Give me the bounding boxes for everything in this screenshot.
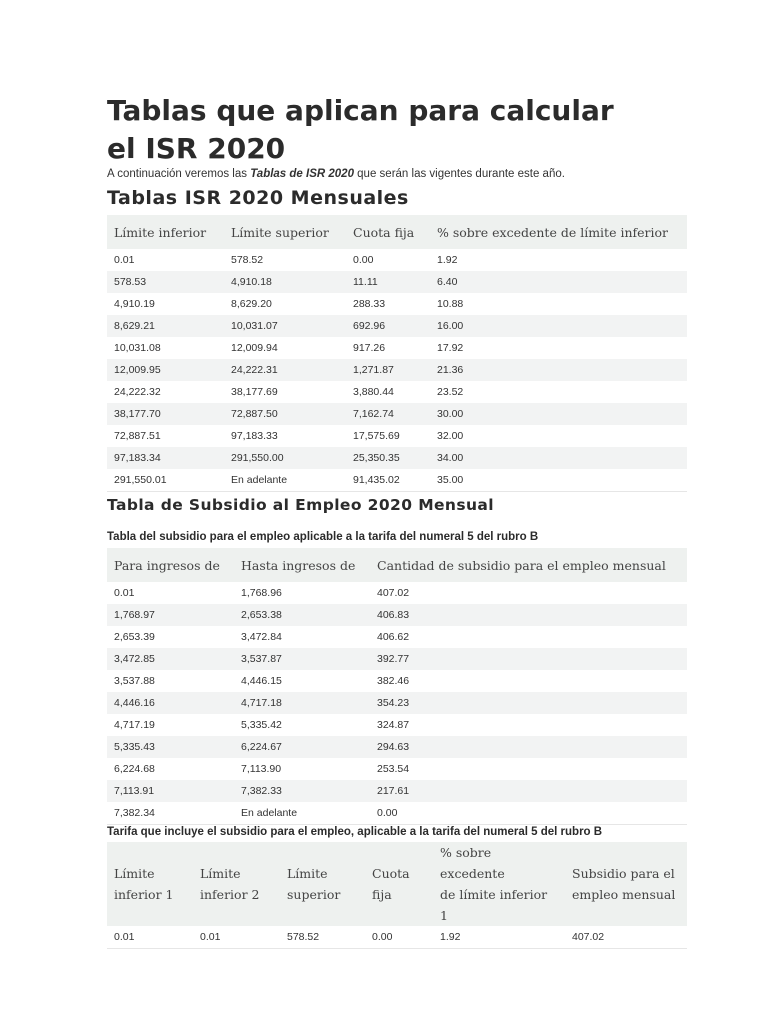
table-cell: 917.26	[353, 342, 386, 354]
table-cell: 4,717.19	[114, 719, 155, 731]
table-cell: 578.53	[107, 271, 224, 293]
column-header: Cuota fija	[365, 842, 433, 926]
table-cell: 7,382.34	[107, 802, 234, 825]
table-cell: 7,113.91	[107, 780, 234, 802]
table-row	[107, 582, 687, 604]
table-cell: 10,031.08	[114, 342, 161, 354]
column-header: Límite inferior 2	[193, 842, 280, 926]
table-header-row	[107, 548, 687, 582]
page-title: Tablas que aplican para calcular el ISR 2020	[107, 94, 614, 165]
table-row	[107, 758, 687, 780]
table-cell: 4,446.15	[241, 675, 282, 687]
isr-monthly-table	[107, 215, 687, 492]
table-row	[107, 403, 687, 425]
column-header: Para ingresos de	[107, 548, 234, 582]
column-header: % sobre excedente de límite inferior	[430, 215, 687, 249]
table-row	[107, 249, 687, 271]
table-row	[107, 714, 687, 736]
table-cell: 38,177.69	[231, 386, 278, 398]
table-cell: 291,550.01	[107, 469, 224, 492]
table-row	[107, 425, 687, 447]
table-row	[107, 802, 687, 825]
table-cell: 32.00	[437, 430, 464, 442]
table-row	[107, 337, 687, 359]
table-cell: 3,880.44	[353, 386, 394, 398]
table-cell: 291,550.00	[224, 447, 346, 469]
table-cell: 8,629.21	[107, 315, 224, 337]
table-row	[107, 315, 687, 337]
table-cell: 1,768.96	[241, 587, 282, 599]
table-cell: 7,162.74	[346, 403, 430, 425]
table-row	[107, 780, 687, 802]
table-cell: 1.92	[433, 926, 565, 949]
table-cell: 2,653.38	[234, 604, 370, 626]
table-cell: 24,222.32	[114, 386, 161, 398]
section-heading-isr-mensuales: Tablas ISR 2020 Mensuales	[107, 187, 409, 209]
tarifa-subsidio-caption: Tarifa que incluye el subsidio para el empleo, aplicable a la tarifa del numeral 5 del rubro B	[107, 826, 603, 838]
table-cell: 4,910.19	[114, 298, 155, 310]
table-cell: 0.01	[193, 926, 280, 949]
table-cell: 38,177.70	[107, 403, 224, 425]
table-cell: 72,887.51	[114, 430, 161, 442]
table-cell: 6,224.67	[234, 736, 370, 758]
table-row	[107, 692, 687, 714]
table-cell: 3,537.88	[114, 675, 155, 687]
table-cell: En adelante	[224, 469, 346, 492]
table-row	[107, 926, 687, 949]
table-cell: 0.01	[107, 926, 193, 949]
intro-emphasis: Tablas de ISR 2020	[250, 168, 354, 180]
table-cell: 6,224.68	[114, 763, 155, 775]
table-cell: 4,717.18	[234, 692, 370, 714]
table-cell: 0.00	[370, 802, 687, 825]
table-cell: 392.77	[370, 648, 687, 670]
table-header-row	[107, 842, 687, 926]
table-row	[107, 271, 687, 293]
table-row	[107, 626, 687, 648]
subsidio-table-caption: Tabla del subsidio para el empleo aplicable a la tarifa del numeral 5 del rubro B	[107, 531, 539, 543]
table-cell: 354.23	[370, 692, 687, 714]
table-cell: 10,031.07	[224, 315, 346, 337]
table-header-row	[107, 215, 687, 249]
table-cell: 30.00	[430, 403, 687, 425]
table-cell: 17,575.69	[353, 430, 400, 442]
table-cell: 1.92	[437, 254, 458, 266]
table-row	[107, 359, 687, 381]
table-row	[107, 604, 687, 626]
table-cell: 0.01	[114, 254, 135, 266]
intro-paragraph	[107, 168, 565, 180]
table-cell: 10.88	[437, 298, 464, 310]
table-cell: 578.52	[231, 254, 264, 266]
column-header: % sobre excedente de límite inferior 1	[433, 842, 565, 926]
table-cell: 0.01	[114, 587, 135, 599]
table-cell: 407.02	[565, 926, 687, 949]
table-cell: 35.00	[430, 469, 687, 492]
table-cell: 25,350.35	[346, 447, 430, 469]
tarifa-subsidio-table	[107, 842, 687, 949]
intro-text-after: que serán las vigentes durante este año.	[353, 168, 565, 180]
column-header: Límite inferior	[107, 215, 224, 249]
table-cell: 7,382.33	[234, 780, 370, 802]
table-cell: 72,887.50	[224, 403, 346, 425]
table-cell: 11.11	[346, 271, 430, 293]
table-cell: 4,910.18	[224, 271, 346, 293]
table-cell: 406.83	[370, 604, 687, 626]
table-cell: 34.00	[430, 447, 687, 469]
table-cell: 1,768.97	[107, 604, 234, 626]
table-cell: 4,446.16	[107, 692, 234, 714]
table-cell: 0.00	[365, 926, 433, 949]
column-header: Cuota fija	[346, 215, 430, 249]
table-cell: 1,271.87	[346, 359, 430, 381]
table-cell: 294.63	[370, 736, 687, 758]
table-row	[107, 648, 687, 670]
table-cell: 3,472.85	[107, 648, 234, 670]
table-cell: 288.33	[353, 298, 386, 310]
table-cell: 3,472.84	[241, 631, 282, 643]
table-cell: 382.46	[377, 675, 410, 687]
table-cell: 0.00	[353, 254, 374, 266]
column-header: Cantidad de subsidio para el empleo mensual	[370, 548, 687, 582]
table-cell: 406.62	[377, 631, 410, 643]
table-cell: 91,435.02	[346, 469, 430, 492]
table-cell: 97,183.34	[107, 447, 224, 469]
table-cell: 2,653.39	[114, 631, 155, 643]
intro-text-before: A continuación veremos las	[107, 168, 251, 180]
table-row	[107, 381, 687, 403]
table-row	[107, 293, 687, 315]
table-cell: 217.61	[370, 780, 687, 802]
table-cell: 5,335.42	[241, 719, 282, 731]
table-cell: 17.92	[437, 342, 464, 354]
table-cell: 23.52	[437, 386, 464, 398]
table-cell: 692.96	[346, 315, 430, 337]
table-row	[107, 670, 687, 692]
table-cell: 21.36	[430, 359, 687, 381]
column-header: Subsidio para el empleo mensual	[565, 842, 687, 926]
table-cell: 578.52	[280, 926, 365, 949]
table-cell: 324.87	[377, 719, 410, 731]
table-row	[107, 469, 687, 492]
table-cell: 407.02	[377, 587, 410, 599]
subsidio-table	[107, 548, 687, 825]
table-row	[107, 447, 687, 469]
column-header: Límite superior	[224, 215, 346, 249]
table-cell: En adelante	[234, 802, 370, 825]
table-row	[107, 736, 687, 758]
section-heading-subsidio: Tabla de Subsidio al Empleo 2020 Mensual	[107, 496, 495, 514]
table-cell: 7,113.90	[241, 763, 282, 775]
table-cell: 97,183.33	[231, 430, 278, 442]
table-cell: 8,629.20	[231, 298, 272, 310]
table-cell: 12,009.94	[231, 342, 278, 354]
table-cell: 3,537.87	[234, 648, 370, 670]
table-cell: 6.40	[430, 271, 687, 293]
table-cell: 16.00	[430, 315, 687, 337]
table-cell: 24,222.31	[224, 359, 346, 381]
table-cell: 253.54	[377, 763, 410, 775]
column-header: Límite inferior 1	[107, 842, 193, 926]
column-header: Hasta ingresos de	[234, 548, 370, 582]
table-cell: 12,009.95	[107, 359, 224, 381]
column-header: Límite superior	[280, 842, 365, 926]
table-cell: 5,335.43	[107, 736, 234, 758]
